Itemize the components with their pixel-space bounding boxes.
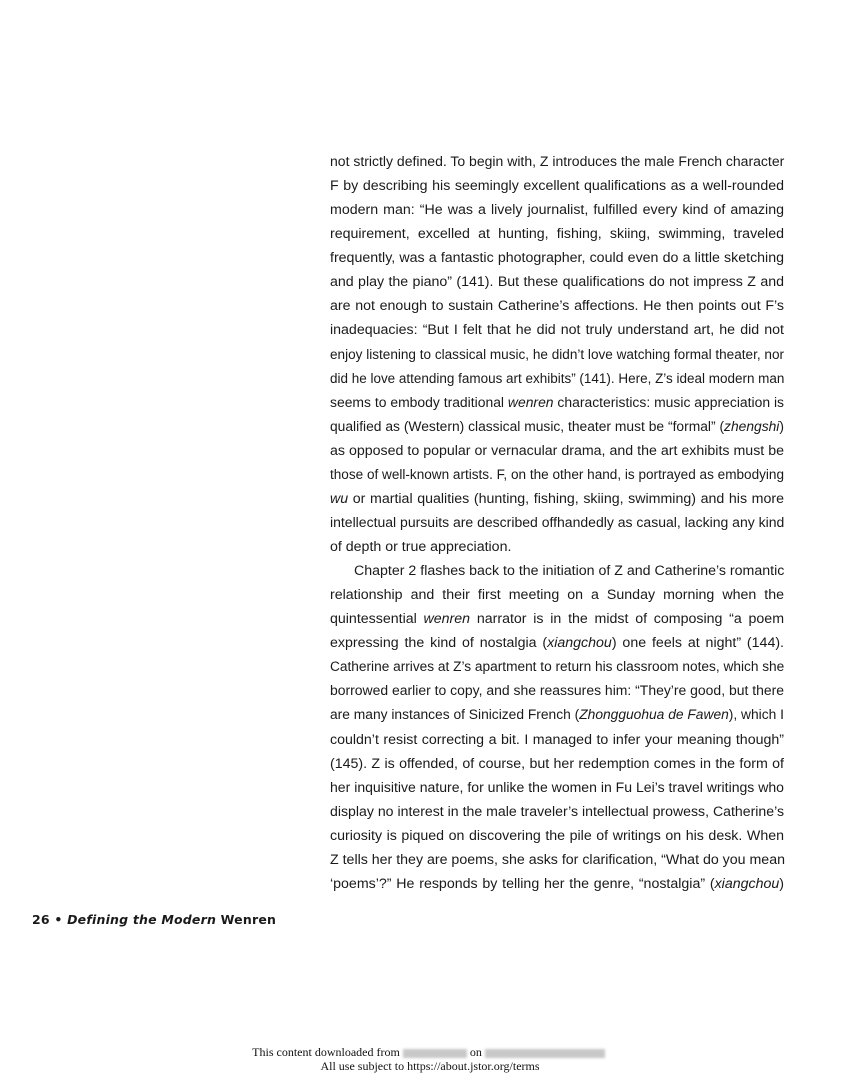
text-line (330, 848, 784, 872)
text-line (330, 511, 784, 535)
text-run: ‘poems’?” He responds by telling her the genre, “nostalgia” ( (330, 875, 715, 892)
text-line (330, 318, 784, 342)
text-line (330, 800, 784, 824)
text-run: ) (779, 875, 784, 892)
text-run: qualified as (Western) classical music, theater must be “formal” ( (330, 418, 725, 435)
book-title-roman: Wenren (216, 912, 277, 927)
text-run: did he love attending famous art exhibits” (141). Here, Z’s ideal modern man (330, 370, 785, 387)
text-line (330, 607, 784, 631)
text-line (330, 270, 784, 294)
text-line (330, 487, 784, 511)
text-run: modern man: “He was a lively journalist, fulfilled every kind of amazing (330, 202, 784, 219)
text-run: intellectual pursuits are described offhandedly as casual, lacking any kind (330, 514, 785, 531)
text-run: her inquisitive nature, for unlike the women in Fu Lei’s travel writings who (330, 779, 784, 796)
download-prefix: This content downloaded from (252, 1045, 400, 1059)
text-line (330, 174, 784, 198)
text-line (330, 439, 784, 463)
body-text (330, 150, 784, 896)
download-line (0, 1045, 860, 1059)
text-run: enjoy listening to classical music, he didn’t love watching formal theater, nor (330, 346, 784, 363)
text-line (330, 246, 784, 270)
running-footer (32, 912, 276, 927)
text-run: narrator is in the midst of composing “a poem (470, 611, 785, 628)
text-run: are not enough to sustain Catherine’s affections. He then points out F’s (330, 298, 784, 315)
text-run: Chapter 2 flashes back to the initiation of Z and Catherine’s romantic (354, 563, 785, 580)
text-line (330, 679, 784, 703)
jstor-download-notice (0, 1045, 860, 1073)
text-line (330, 367, 784, 391)
text-run: and play the piano” (141). But these qualifications do not impress Z and (330, 274, 784, 291)
redacted-date (485, 1049, 605, 1058)
text-run: expressing the kind of nostalgia ( (330, 635, 548, 652)
text-line (330, 728, 784, 752)
text-run: (145). Z is offended, of course, but her redemption comes in the form of (330, 755, 784, 772)
terms-line: All use subject to https://about.jstor.org/terms (320, 1059, 540, 1073)
text-line (330, 655, 784, 679)
text-line (330, 294, 784, 318)
text-line (330, 872, 784, 896)
text-line (330, 415, 784, 439)
italic-term: xiangchou (547, 635, 612, 652)
text-run: inadequacies: “But I felt that he did not truly understand art, he did not (330, 322, 784, 339)
text-run: seems to embody traditional (330, 394, 508, 411)
page-number: 26 (32, 912, 50, 927)
italic-term: wenren (423, 611, 471, 628)
redacted-ip (403, 1049, 467, 1058)
text-run: F by describing his seemingly excellent qualifications as a well-rounded (330, 178, 784, 195)
text-run: Z tells her they are poems, she asks for clarification, “What do you mean (330, 851, 785, 868)
text-line (330, 631, 784, 655)
text-line (330, 824, 784, 848)
text-run: as opposed to popular or vernacular drama, and the art exhibits must be (330, 442, 784, 459)
text-line (330, 535, 784, 559)
book-title-italic: Defining the Modern (67, 912, 217, 927)
text-run: not strictly defined. To begin with, Z introduces the male French character (330, 154, 785, 170)
text-line (330, 559, 784, 583)
text-line (330, 391, 784, 415)
text-line (330, 583, 784, 607)
text-run: borrowed earlier to copy, and she reassures him: “They’re good, but there (330, 683, 784, 700)
text-line (330, 150, 784, 174)
text-run: of depth or true appreciation. (330, 539, 512, 555)
text-run: ), which I (728, 707, 784, 724)
italic-term: wu (330, 490, 349, 507)
text-run: ) one feels at night” (144). (611, 635, 784, 652)
text-run: relationship and their first meeting on a Sunday morning when the (330, 587, 784, 604)
text-run: those of well-known artists. F, on the other hand, is portrayed as embodying (330, 466, 784, 483)
text-run: quintessential (330, 611, 424, 628)
text-run: display no interest in the male traveler’s intellectual prowess, Catherine’s (330, 803, 784, 820)
text-run: or martial qualities (hunting, fishing, skiing, swimming) and his more (348, 490, 784, 507)
text-run: curiosity is piqued on discovering the pile of writings on his desk. When (330, 827, 784, 844)
text-run: requirement, excelled at hunting, fishing, skiing, swimming, traveled (330, 226, 784, 243)
text-line (330, 463, 784, 487)
italic-term: zhengshi (724, 418, 780, 435)
italic-term: wenren (507, 394, 554, 411)
text-run: couldn’t resist correcting a bit. I managed to infer your meaning though” (330, 731, 784, 748)
text-line (330, 752, 784, 776)
text-line (330, 776, 784, 800)
text-line (330, 703, 784, 727)
italic-term: Zhongguohua de Fawen (579, 707, 729, 724)
text-line (330, 222, 784, 246)
text-run: are many instances of Sinicized French ( (330, 707, 580, 724)
download-on: on (469, 1045, 482, 1059)
text-run: ) (779, 418, 784, 435)
text-line (330, 343, 784, 367)
text-run: Catherine arrives at Z’s apartment to return his classroom notes, which she (330, 659, 785, 676)
text-run: frequently, was a fantastic photographer, could even do a little sketching (330, 250, 784, 267)
text-line (330, 198, 784, 222)
italic-term: xiangchou (714, 875, 780, 892)
separator-bullet: • (49, 912, 68, 927)
text-run: characteristics: music appreciation is (553, 394, 784, 411)
